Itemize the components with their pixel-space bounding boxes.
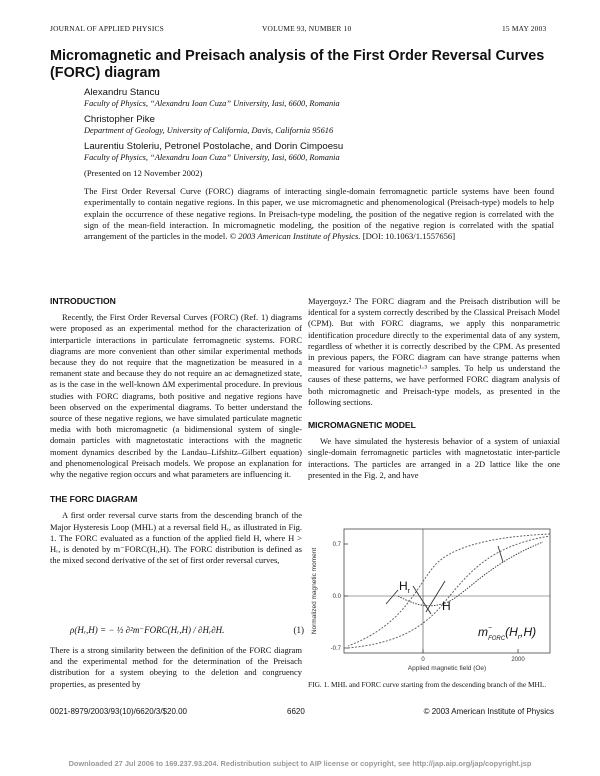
abstract-copyright: © 2003 American Institute of Physics. xyxy=(229,231,361,242)
y-axis-label: Normalized magnetic moment xyxy=(311,547,318,635)
issue-date: 15 MAY 2003 xyxy=(502,24,547,33)
volume-info: VOLUME 93, NUMBER 10 xyxy=(262,24,352,33)
forc-continued xyxy=(50,645,302,690)
author-1: Alexandru Stancu xyxy=(84,87,160,98)
affiliation-2: Department of Geology, University of California, Davis, California 95616 xyxy=(84,126,334,135)
micro-paragraph: We have simulated the hysteresis behavior of a system of uniaxial single-domain ferromagnetic particles with magnetostatic inter-particle interactions. The particles are arranged in a 2D lattice like the one presented in the Fig. 2, and have xyxy=(308,436,560,480)
arrow-hr xyxy=(386,590,398,604)
doi: [DOI: 10.1063/1.1557656] xyxy=(362,231,456,242)
right-paragraph-1: Mayergoyz.² The FORC diagram and the Preisach distribution will be identical for a system correctly described by the Classical Preisach Model (CPM). But with FORC diagrams, we apply this nonparametric identification procedure directly to the experimental data of any system, regardless of whether it is correctly described by the CPM. As presented in previous papers, the FORC diagram can have strange patterns when measured for various magnetic¹·³ samples. To help us understand the causes of these patterns, we have performed FORC diagram analysis of both micromagnetic and Preisach-type models, as presented in the following sections. xyxy=(308,296,560,407)
presented-date: (Presented on 12 November 2002) xyxy=(84,168,203,178)
journal-name: JOURNAL OF APPLIED PHYSICS xyxy=(50,24,164,33)
abstract xyxy=(84,186,554,242)
download-notice: Downloaded 27 Jul 2006 to 169.237.93.204. Redistribution subject to AIP license or copyright, see http://jap.aip.org/jap/copyright.jsp xyxy=(68,759,532,768)
arrow-h-1 xyxy=(413,586,431,614)
label-hr: $H_r$ xyxy=(399,579,411,595)
ytick-top: 0.7 xyxy=(332,542,341,548)
intro-paragraph: Recently, the First Order Reversal Curves (FORC) (Ref. 1) diagrams were proposed as an experimental method for the characterization of interparticle interactions in particulate ferromagnetic systems. FORC diagrams are more convenient than other similar experimental methods because they do not require that the magnetization be measured in a remanent state and because they do not require an ac demagnetized state, as is the case in the well-known ΔM experimental procedure. In previous studies with FORC diagrams, both positive and negative regions have been observed on the experimental diagrams. To better understand the source of these negative regions, we have simulated particulate magnetic media with both micromagnetic (a bidimensional system of single-domain particles with magnetostatic interactions with the magnetic moment dynamics described by the Landau–Lifshitz–Gilbert equation) and phenomenological Preisach models. We propose an explanation for why the negative region occurs and what parameters are influencing it. xyxy=(50,312,302,480)
right-column xyxy=(308,296,560,481)
label-m-forc: m− $FORC(H_r,H)$ xyxy=(478,625,537,642)
ytick-bottom: -0.7 xyxy=(330,646,341,652)
forc-paragraph-2: There is a strong similarity between the definition of the FORC diagram and the experimental method for the determination of the Preisach distribution for a system obeying to the deletion and congruency properties, as presented by xyxy=(50,645,302,689)
figure-caption: FIG. 1. MHL and FORC curve starting from the descending branch of the MHL. xyxy=(308,680,547,689)
affiliation-1: Faculty of Physics, “Alexandru Ioan Cuza” University, Iasi, 6600, Romania xyxy=(84,99,340,108)
footer-code: 0021-8979/2003/93(10)/6620/3/$20.00 xyxy=(50,707,188,716)
section-title-forc: THE FORC DIAGRAM xyxy=(50,494,138,505)
equation-body: ρ(Hᵣ,H) = − ½ ∂²m⁻FORC(Hᵣ,H) / ∂Hᵣ∂H. xyxy=(70,625,225,635)
section-title-micromagnetic: MICROMAGNETIC MODEL xyxy=(308,420,416,431)
xtick-zero: 0 xyxy=(421,657,425,663)
arrow-mhl xyxy=(498,546,503,562)
affiliation-3: Faculty of Physics, “Alexandru Ioan Cuza” University, Iasi, 6600, Romania xyxy=(84,153,340,162)
left-column xyxy=(50,296,302,566)
figure-1 xyxy=(308,524,560,676)
footer-copyright: © 2003 American Institute of Physics xyxy=(423,707,554,716)
x-axis-label: Applied magnetic field (Oe) xyxy=(407,665,487,672)
author-2: Christopher Pike xyxy=(84,114,155,125)
paper-title: Micromagnetic and Preisach analysis of the First Order Reversal Curves (FORC) diagram xyxy=(50,48,545,81)
forc-paragraph: A first order reversal curve starts from the descending branch of the Major Hysteresis Loop (MHL) at a reversal field Hᵣ, as illustrated in Fig. 1. The FORC evaluated as a function of the applied field H, where H > Hᵣ, is denoted by m⁻FORC(Hᵣ,H). The FORC distribution is defined as the mixed second derivative of the set of first order reversal curves, xyxy=(50,510,302,566)
page-number: 6620 xyxy=(287,707,305,716)
abstract-text: The First Order Reversal Curve (FORC) diagrams of interacting single-domain ferromagnetic particle systems have been found experimentally to contain negative regions. In this paper, we use micromagnetic and phenomenological (Preisach-type) models to help explain the occurrence of these negative regions. In Preisach-type modeling, the position of the negative region is correlated with the sign of the mean-field interaction. In micromagnetic modeling, the position of the negative region is correlated with the spatial arrangement of the particles in the model. xyxy=(84,186,554,242)
equation-number: (1) xyxy=(293,625,304,635)
equation-1 xyxy=(52,625,304,636)
ytick-mid: 0.0 xyxy=(332,594,341,600)
section-title-introduction: INTRODUCTION xyxy=(50,296,116,306)
author-3: Laurentiu Stoleriu, Petronel Postolache, and Dorin Cimpoesu xyxy=(84,141,344,152)
label-h: H xyxy=(442,599,451,613)
xtick-2000: 2000 xyxy=(511,657,525,663)
